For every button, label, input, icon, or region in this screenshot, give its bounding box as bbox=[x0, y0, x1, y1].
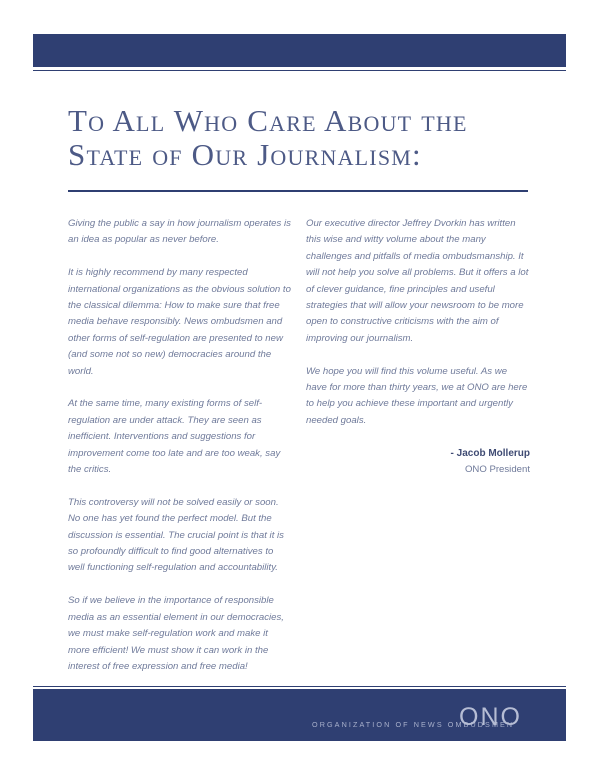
header-band bbox=[33, 34, 566, 67]
title-divider bbox=[68, 190, 528, 192]
paragraph: So if we believe in the importance of responsible media as an essential element in our democracies, we must make self-regulation work and make it more efficient! We must show it can work in the interest of free expression and free media! bbox=[68, 595, 284, 672]
signature-name: - Jacob Mollerup bbox=[450, 447, 530, 459]
page-title-line-1: To All Who Care About the bbox=[68, 103, 468, 138]
paragraph: We hope you will find this volume useful. As we have for more than thirty years, we at ONO are here to help you achieve these important and urgently needed goals. bbox=[306, 365, 528, 426]
right-column bbox=[306, 216, 530, 478]
ono-logo: ONO bbox=[459, 703, 522, 731]
paragraph: Giving the public a say in how journalism operates is an idea as popular as never before. bbox=[68, 218, 291, 246]
page-title-line-2: State of Our Journalism: bbox=[68, 137, 422, 172]
signature-title: ONO President bbox=[464, 464, 530, 476]
page-title bbox=[68, 104, 538, 172]
paragraph: This controversy will not be solved easily or soon. No one has yet found the perfect model. But the discussion is essential. The crucial point is that it is so profoundly difficult to find good alternatives to well functioning self-regulation and accountability. bbox=[68, 496, 284, 574]
paragraph: It is highly recommend by many respected international organizations as the obvious solution to the classical dilemma: How to make sure that free media behave responsibly. News ombudsmen and other forms of self-regulation are presented to new (and some not so new) democracies around the world. bbox=[68, 267, 291, 377]
organization-name: ORGANIZATION OF NEWS OMBUDSMEN bbox=[312, 720, 515, 729]
footer-rule bbox=[33, 686, 566, 687]
paragraph: At the same time, many existing forms of self-regulation are under attack. They are seen as inefficient. Interventions and suggestions for improvement come too late and are too weak, say the critics. bbox=[68, 398, 281, 476]
paragraph: Our executive director Jeffrey Dvorkin has written this wise and witty volume about the many challenges and pitfalls of media ombudsmanship. It will not help you solve all problems. But it offers a lot of clever guidance, fine principles and useful strategies that will allow your newsroom to be more open to constructive criticisms with the aim of improving our journalism. bbox=[306, 218, 529, 344]
header-rule bbox=[33, 70, 566, 71]
left-column bbox=[68, 216, 292, 757]
